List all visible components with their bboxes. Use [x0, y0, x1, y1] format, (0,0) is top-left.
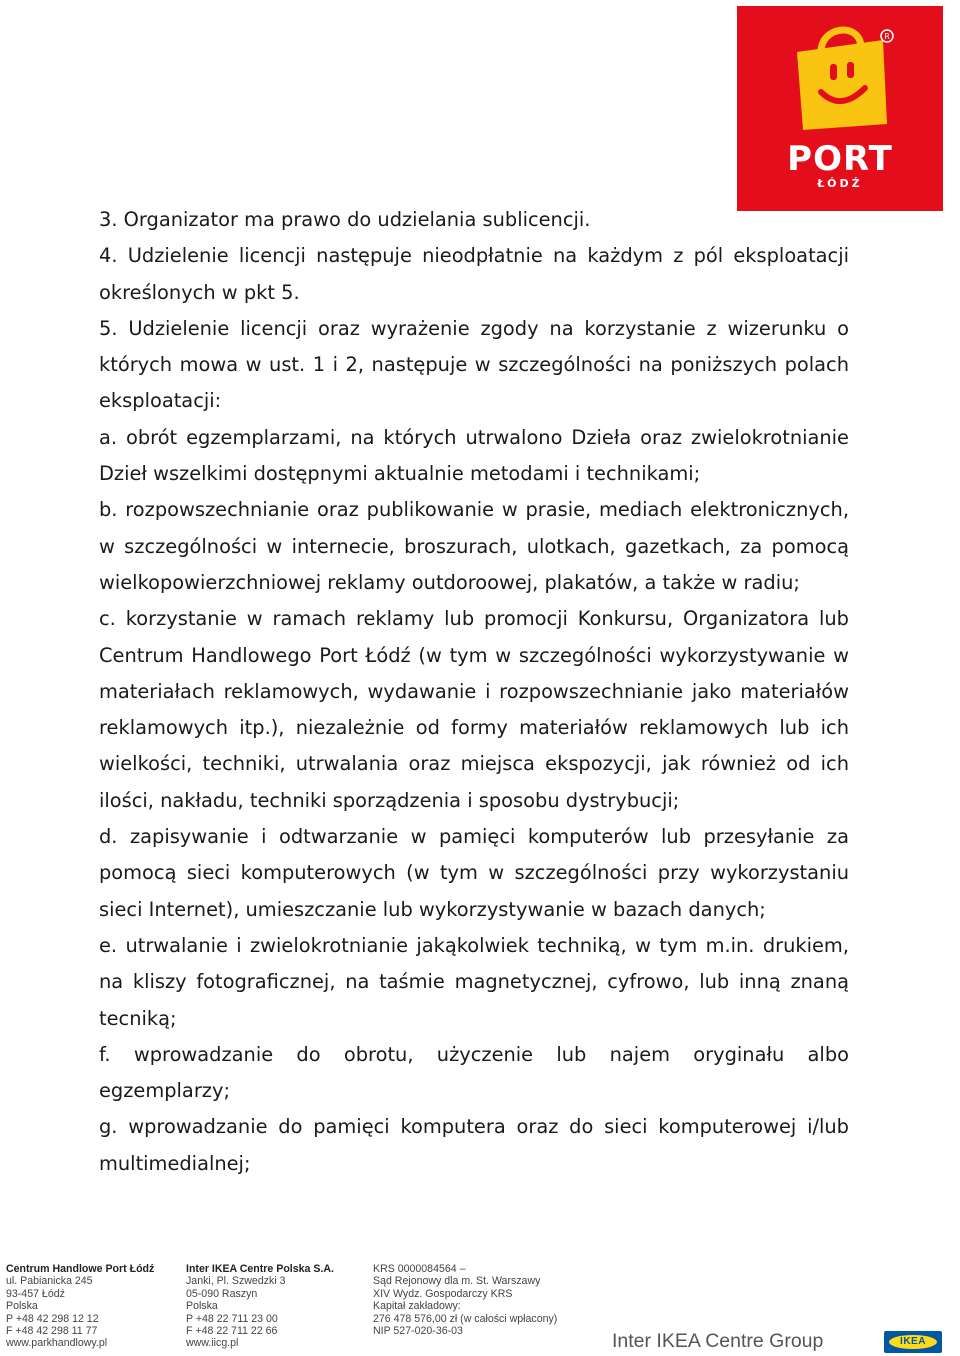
footer-line: NIP 527-020-36-03 — [373, 1325, 463, 1338]
footer-line: XIV Wydz. Gospodarczy KRS — [373, 1287, 513, 1300]
footer-line: P +48 42 298 12 12 — [6, 1312, 99, 1325]
svg-text:R: R — [884, 32, 890, 41]
clause-4: 4. Udzielenie licencji następuje nieodpłatnie na każdym z pól eksploatacji określonych w pkt 5. — [99, 244, 849, 304]
footer-address-iicp — [186, 1263, 334, 1350]
clause-3: 3. Organizator ma prawo do udzielania sublicencji. — [99, 208, 591, 231]
footer-line: F +48 42 298 11 77 — [6, 1325, 98, 1338]
footer-line: 276 478 576,00 zł (w całości wpłacony) — [373, 1312, 558, 1325]
clause-c: c. korzystanie w ramach reklamy lub promocji Konkursu, Organizatora lub Centrum Handlowego Port Łódź (w tym w szczególności wykorzystywanie w materiałach reklamowych, wydawanie i rozpowszechnianie jako materiałów reklamowych itp.), niezależnie od formy materiałów reklamowych lub ich wielkości, techniki, utrwalania oraz miejsca ekspozycji, jak również od ich ilości, nakładu, techniki sporządzenia i sposobu dystrybucji; — [99, 607, 849, 812]
logo-port-text: PORT — [787, 139, 893, 179]
footer-brand: Inter IKEA Centre Group — [612, 1330, 824, 1352]
footer-line: Janki, Pl. Szwedzki 3 — [186, 1275, 286, 1288]
clause-g: g. wprowadzanie do pamięci komputera oraz do sieci komputerowej i/lub multimedialnej; — [99, 1115, 849, 1175]
footer-line: P +48 22 711 23 00 — [186, 1312, 278, 1325]
footer-line: F +48 22 711 22 66 — [186, 1325, 278, 1338]
page-footer — [0, 1260, 960, 1356]
clause-5: 5. Udzielenie licencji oraz wyrażenie zgody na korzystanie z wizerunku o których mowa w ust. 1 i 2, następuje w szczególności na poniższych polach eksploatacji: — [99, 316, 849, 413]
footer-line: 05-090 Raszyn — [186, 1287, 258, 1300]
ikea-logo-text: IKEA — [889, 1335, 937, 1349]
footer-link[interactable]: www.iicg.pl — [186, 1337, 239, 1350]
document-body — [99, 202, 849, 1182]
port-lodz-logo — [737, 6, 943, 211]
footer-line: 93-457 Łódź — [6, 1287, 65, 1300]
footer-address-port — [6, 1263, 154, 1350]
logo-city-text: ŁÓDŹ — [817, 177, 863, 190]
clause-d: d. zapisywanie i odtwarzanie w pamięci komputerów lub przesyłanie za pomocą sieci komputerowych (w tym w szczególności przy wykorzystaniu sieci Internet), umieszczanie lub wykorzystywanie w bazach danych; — [99, 825, 849, 921]
footer-line: Polska — [6, 1300, 38, 1313]
footer-line: Polska — [186, 1300, 218, 1313]
footer-line: KRS 0000084564 – — [373, 1263, 466, 1275]
footer-line: ul. Pabianicka 245 — [6, 1275, 93, 1288]
footer-heading: Centrum Handlowe Port Łódź — [6, 1263, 155, 1275]
footer-line: Sąd Rejonowy dla m. St. Warszawy — [373, 1275, 541, 1288]
clause-e: e. utrwalanie i zwielokrotnianie jakąkolwiek techniką, w tym m.in. drukiem, na kliszy fotograficznej, na taśmie magnetycznej, cyfrowo, lub inną znaną tecniką; — [99, 933, 849, 1030]
footer-registry — [373, 1263, 557, 1337]
ikea-logo — [884, 1331, 942, 1353]
clause-a: a. obrót egzemplarzami, na których utrwalono Dzieła oraz zwielokrotnianie Dzieł wszelkimi dostępnymi aktualnie metodami i technikami; — [99, 425, 849, 486]
footer-link[interactable]: www.parkhandlowy.pl — [6, 1337, 108, 1350]
footer-line: Kapitał zakładowy: — [373, 1300, 461, 1313]
clause-b: b. rozpowszechnianie oraz publikowanie w prasie, mediach elektronicznych, w szczególności w internecie, broszurach, ulotkach, gazetkach, za pomocą wielkopowierzchniowej reklamy outdoroowej, plakatów, a także w radiu; — [99, 498, 849, 594]
clause-f: f. wprowadzanie do obrotu, użyczenie lub najem oryginału albo egzemplarzy; — [99, 1042, 849, 1103]
footer-heading: Inter IKEA Centre Polska S.A. — [186, 1263, 334, 1275]
